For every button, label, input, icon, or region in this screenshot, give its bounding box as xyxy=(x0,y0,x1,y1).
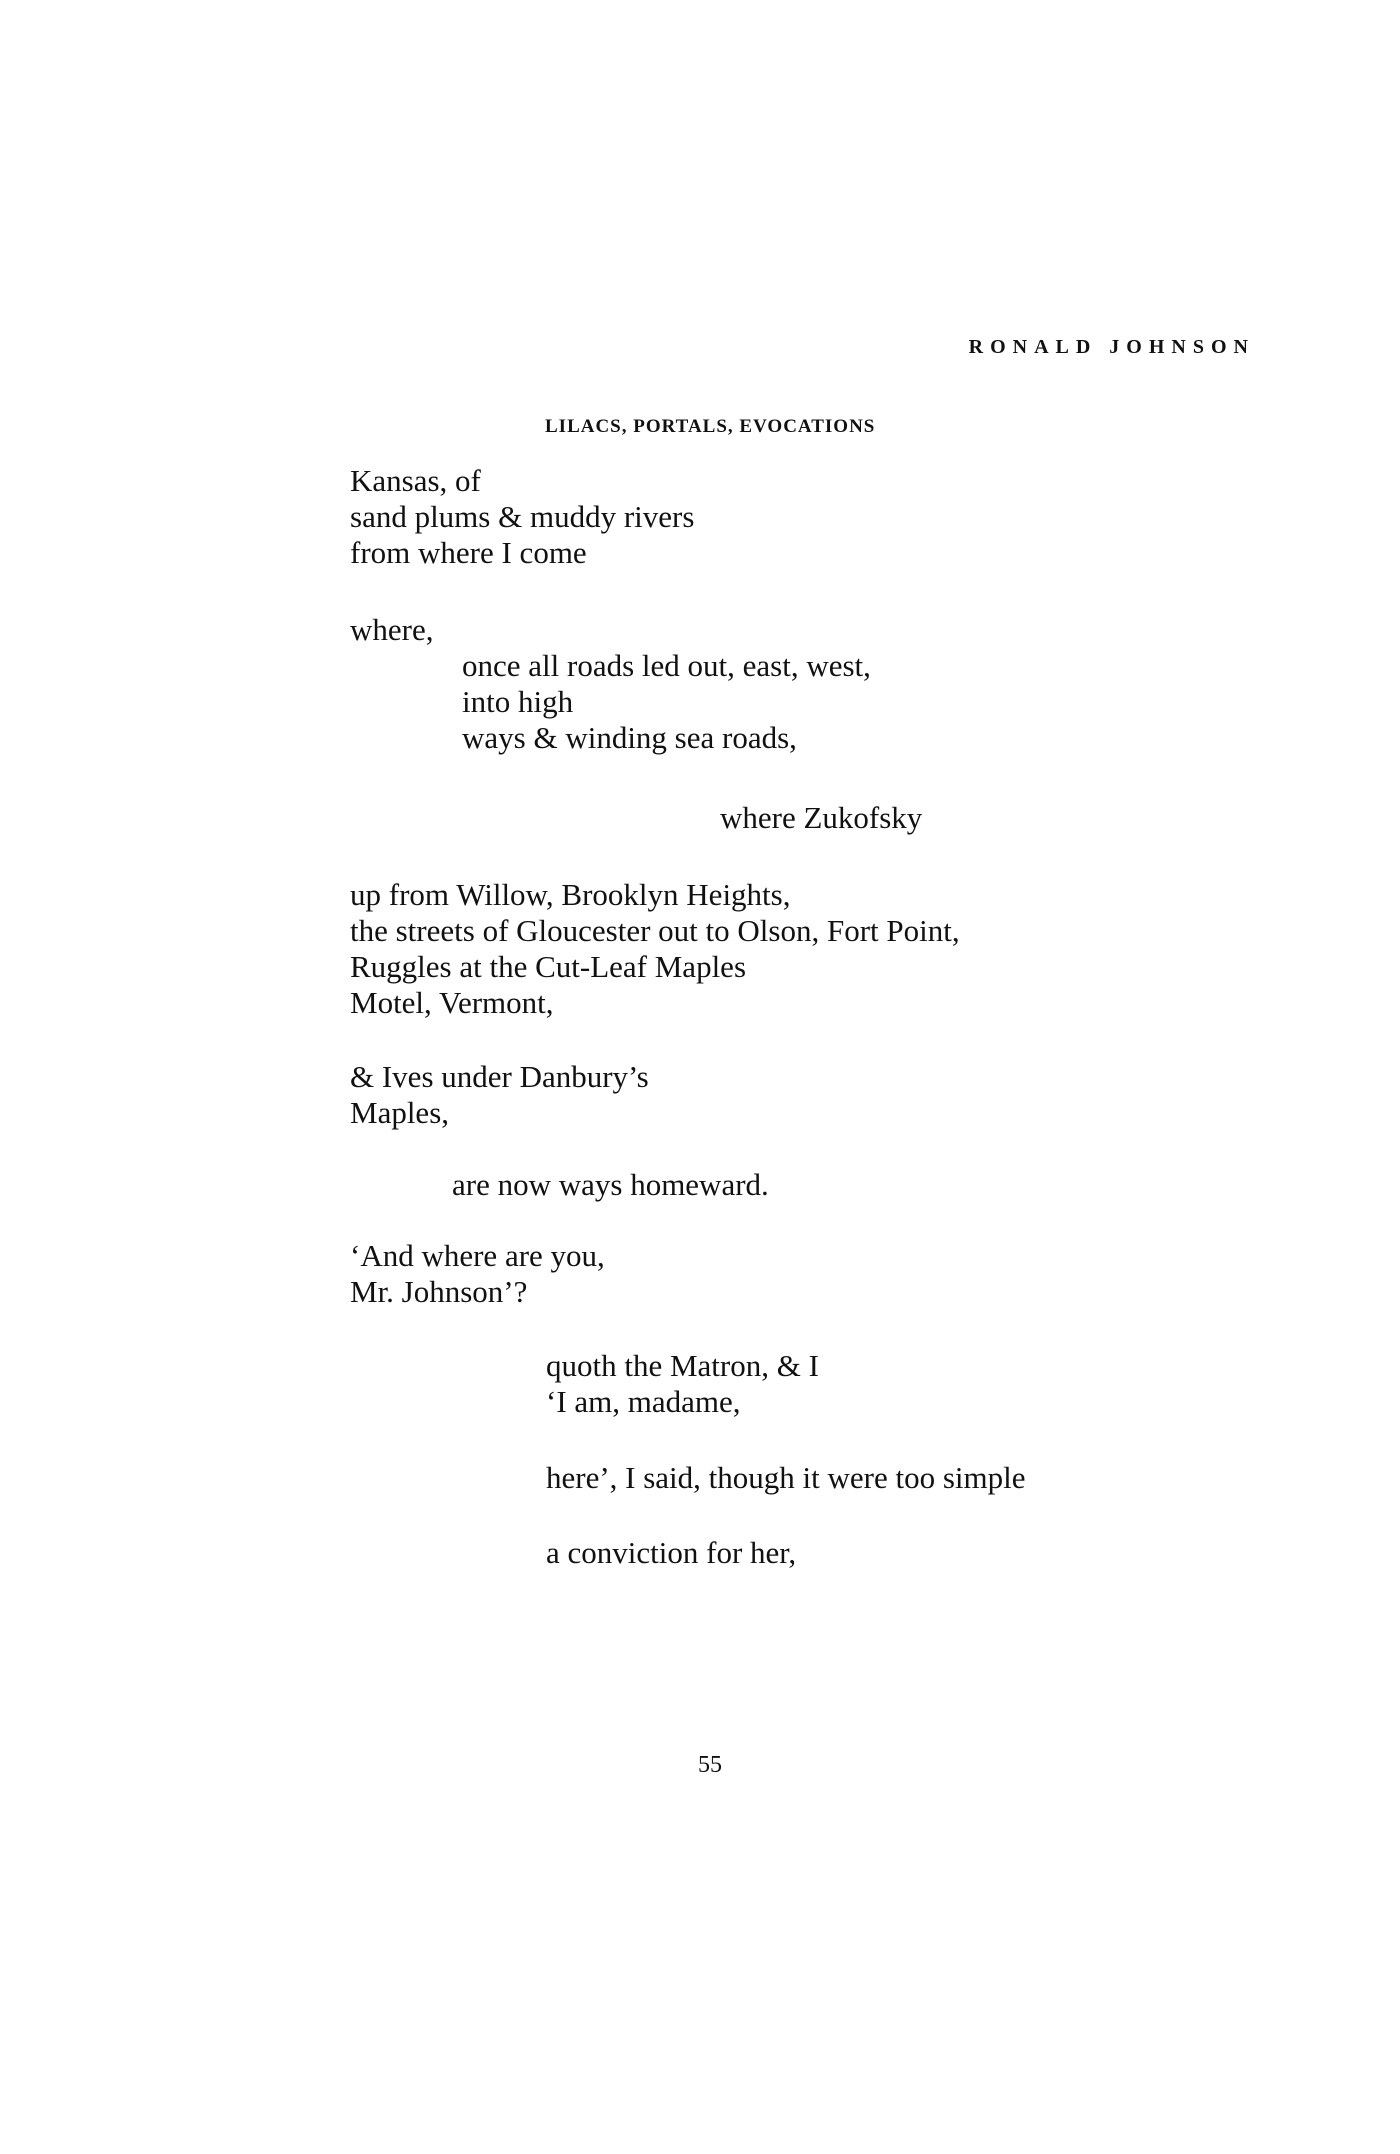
poem-line: a conviction for her, xyxy=(546,1535,797,1570)
poem-line: where Zukofsky xyxy=(720,800,923,835)
poem-line: where, xyxy=(350,612,434,647)
poem-line: Mr. Johnson’? xyxy=(350,1274,528,1309)
poem-line: Kansas, of xyxy=(350,463,481,498)
poem-line: Motel, Vermont, xyxy=(350,985,554,1020)
poem-line: once all roads led out, east, west, xyxy=(462,648,871,683)
poem-line: the streets of Gloucester out to Olson, Fort Point, xyxy=(350,913,960,948)
poem-line: are now ways homeward. xyxy=(452,1167,769,1202)
poem-line: sand plums & muddy rivers xyxy=(350,499,695,534)
poem-line: into high xyxy=(462,684,574,719)
poem-line: ‘I am, madame, xyxy=(546,1384,741,1419)
running-head-author: RONALD JOHNSON xyxy=(968,336,1255,358)
poem-line: Ruggles at the Cut-Leaf Maples xyxy=(350,949,747,984)
poem-line: from where I come xyxy=(350,535,587,570)
poem-line: Maples, xyxy=(350,1095,450,1130)
poem-line: here’, I said, though it were too simple xyxy=(546,1460,1026,1495)
poem-title: LILACS, PORTALS, EVOCATIONS xyxy=(545,416,876,437)
poem-line: & Ives under Danbury’s xyxy=(350,1059,649,1094)
poem-line: up from Willow, Brooklyn Heights, xyxy=(350,877,791,912)
poem-line: ‘And where are you, xyxy=(350,1238,605,1273)
poem-line: ways & winding sea roads, xyxy=(462,720,797,755)
page-number: 55 xyxy=(698,1752,722,1778)
poem-line: quoth the Matron, & I xyxy=(546,1348,819,1383)
